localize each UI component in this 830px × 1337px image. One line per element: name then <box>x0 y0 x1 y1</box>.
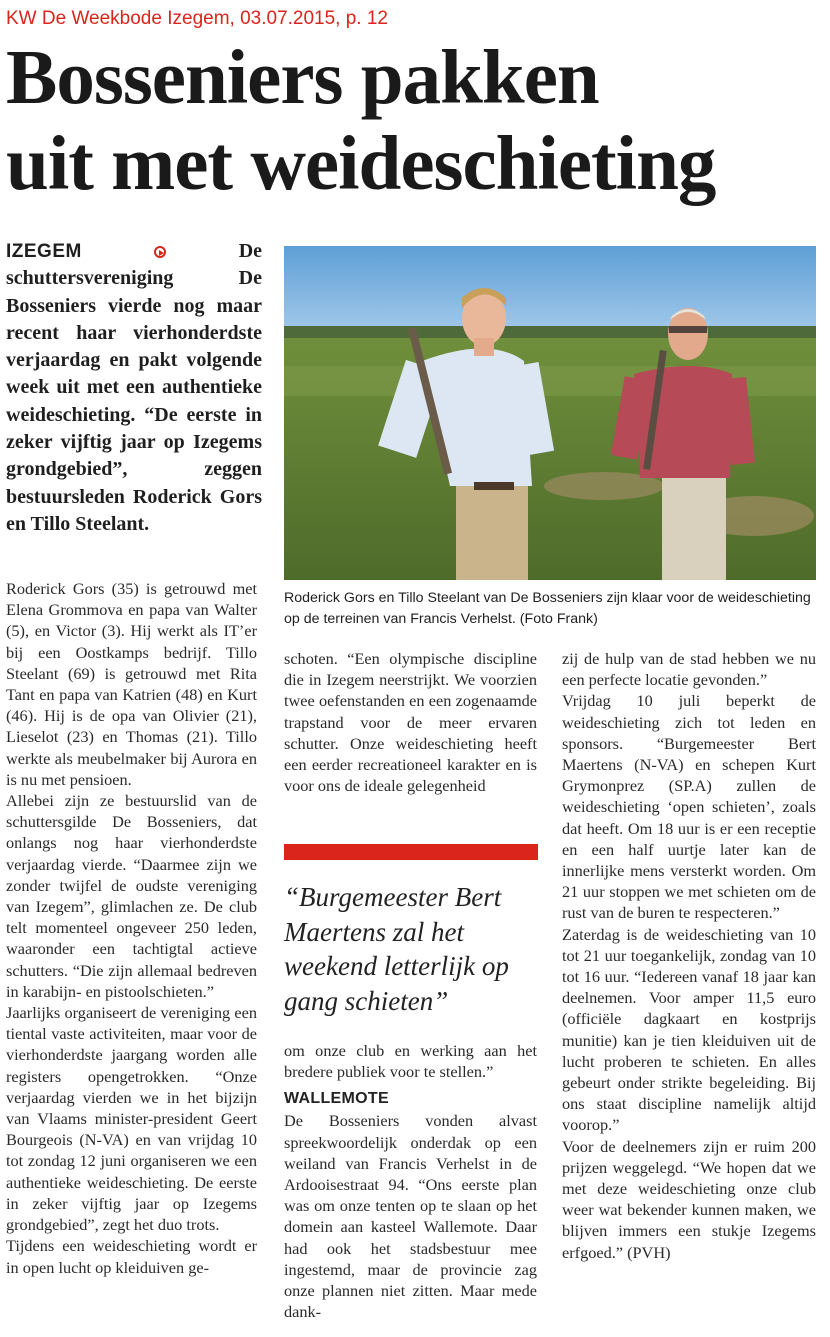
paragraph: om onze club en werking aan het bredere publiek voor te stellen.” <box>284 1041 537 1082</box>
photo-caption: Roderick Gors en Tillo Steelant van De Bosseniers zijn klaar voor de weideschieting op de terreinen van Francis Verhelst. (Foto Frank) <box>284 590 811 627</box>
paragraph: zij de hulp van de stad hebben we nu een perfecte locatie gevonden.” <box>562 649 816 690</box>
paragraph: Allebei zijn ze bestuurslid van de schuttersgilde De Bosseniers, dat onlangs nog haar vierhonderdste verjaardag vierde. “Daarmee zijn we zonder twijfel de oudste vereniging van Izegem”, glimlachen ze. De club telt momenteel ongeveer 250 leden, waaronder een tachtigtal actieve schutters. “Die zijn allemaal bedreven in karabijn- en pistoolschieten.” <box>6 791 257 1001</box>
headline-line-2: uit met weideschieting <box>6 120 716 206</box>
article-column-1 <box>6 578 257 1278</box>
headline-line-1: Bosseniers pakken <box>6 34 599 120</box>
headline <box>6 34 826 206</box>
article-column-3 <box>562 648 816 1263</box>
dateline: IZEGEM <box>6 241 82 262</box>
lead-text: De schuttersvereniging De Bosseniers vierde nog maar recent haar vierhonderdste verjaardag en pakt volgende week uit met een authentieke weideschieting. “De eerste in zeker vijftig jaar op Izegems grondgebied”, zeggen bestuursleden Roderick Gors en Tillo Steelant. <box>6 240 263 535</box>
paragraph: schoten. “Een olympische discipline die in Izegem neerstrijkt. We voorzien twee oefenstanden en een zogenaamde trapstand voor de meer ervaren schutter. Onze weideschieting heeft een eerder recreationeel karakter en is voor ons de ideale gelegenheid <box>284 649 537 796</box>
paragraph: Jaarlijks organiseert de vereniging een tiental vaste activiteiten, maar voor de vierhonderdste jaargang worden alle registers opengetrokken. “Onze verjaardag vierden we in het bijzijn van Vlaams minister-president Geert Bourgeois (N-VA) en van vrijdag 10 tot zondag 12 juni organiseren we een authentieke weideschieting. De eerste in zeker vijftig jaar op Izegems grondgebied”, zegt het duo trots. <box>6 1003 257 1235</box>
lead-paragraph <box>6 238 262 538</box>
paragraph: Voor de deelnemers zijn er ruim 200 prijzen weggelegd. “We hopen dat we met deze weideschieting onze club weer wat bekender kunnen maken, we blijven immers een stukje Izegems erfgoed.” (PVH) <box>562 1136 816 1262</box>
arrow-icon <box>154 246 166 258</box>
paragraph: Vrijdag 10 juli beperkt de weideschieting zich tot leden en sponsors. “Burgemeester Bert Maertens (N-VA) en schepen Kurt Grymonprez (SP.A) zullen de weideschieting ‘open schieten’, zoals dat heeft. Om 18 uur is er een receptie en een half uurtje later kan de innerlijke mens versterkt worden. Om 21 uur stoppen we met schieten om de rust van de buren te respecteren.” <box>562 691 816 923</box>
paragraph: Roderick Gors (35) is getrouwd met Elena Grommova en papa van Walter (5), en Victor (3). Hij werkt als IT’er bij een Oostkamps bedrijf. Tillo Steelant (69) is getrouwd met Rita Tant en papa van Katrien (48) en Kurt (46). Hij is de opa van Olivier (21), Lieselot (23) en Thomas (21). Tillo werkte als meubelmaker bij Aurora en is nu met pensioen. <box>6 579 257 789</box>
paragraph: De Bosseniers vonden alvast spreekwoordelijk onderdak op een weiland van Francis Verhelst in de Ardooisestraat 94. “Ons eerste plan was om onze tenten op te slaan op het domein aan kasteel Wallemote. Daar had ook het stadsbestuur mee ingestemd, maar de provincie zag onze plannen niet zitten. Maar mede dank- <box>284 1111 537 1322</box>
paragraph: Zaterdag is de weideschieting van 10 tot 21 uur toegankelijk, zondag van 10 tot 16 uur. “Iedereen vanaf 18 jaar kan deelnemen. Voor amper 11,5 euro (officiële dagkaart en kostprijs munitie) kan je tien kleiduiven uit de lucht proberen te schieten. En alles gebeurt onder strikte begeleiding. Bij ons staat discipline namelijk altijd voorop.” <box>562 924 816 1135</box>
pull-quote: “Burgemeester Bert Maertens zal het weekend letterlijk op gang schieten” <box>284 882 509 1016</box>
article-photo <box>284 246 816 580</box>
article-column-2-bottom <box>284 1040 537 1322</box>
paragraph: Tijdens een weideschieting wordt er in open lucht op kleiduiven ge- <box>6 1236 257 1277</box>
subhead: WALLEMOTE <box>284 1090 389 1108</box>
source-line: KW De Weekbode Izegem, 03.07.2015, p. 12 <box>6 8 388 29</box>
quote-bar <box>284 844 538 860</box>
article-column-2-top <box>284 648 537 796</box>
